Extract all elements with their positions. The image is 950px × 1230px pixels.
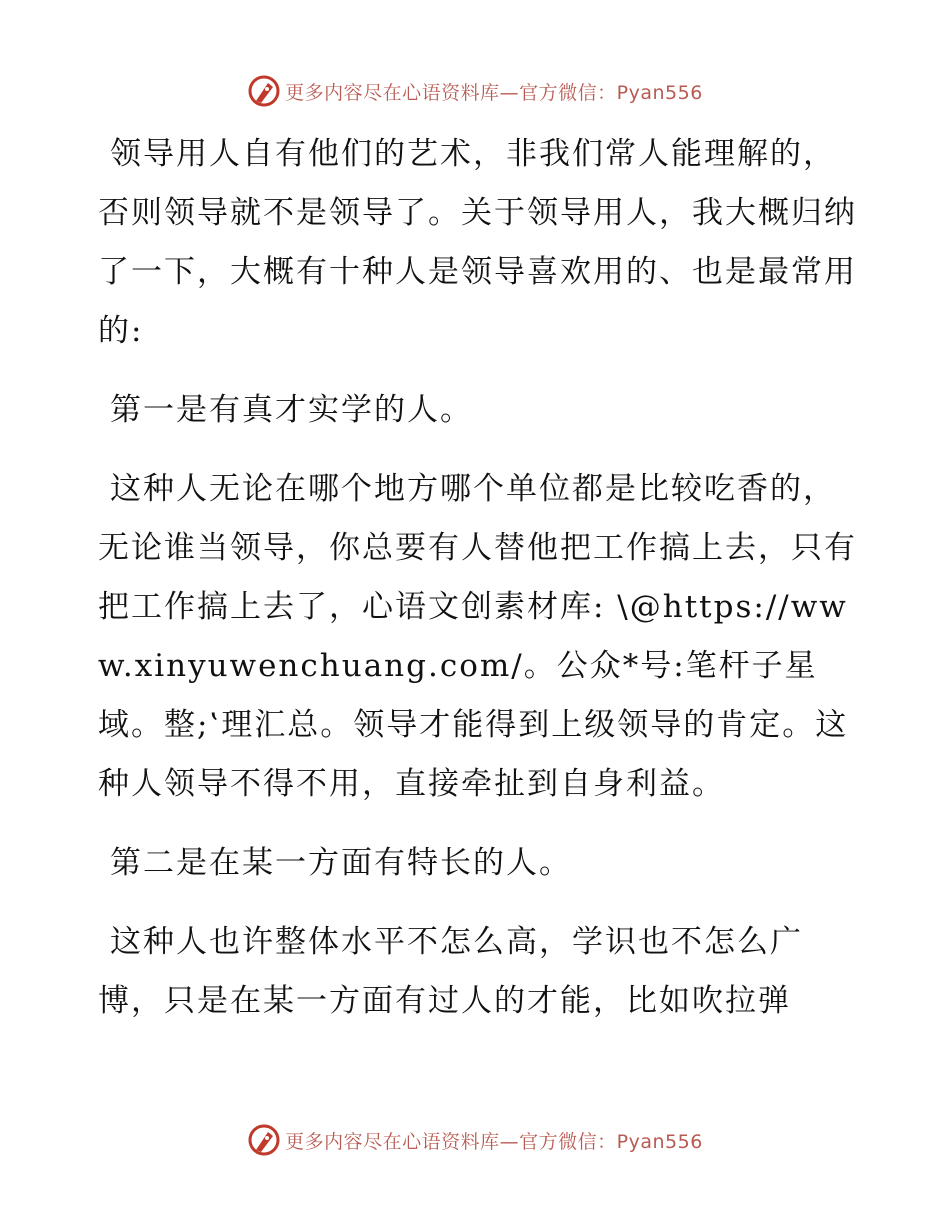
header-banner <box>0 71 950 111</box>
paragraph-detail-1: 这种人无论在哪个地方哪个单位都是比较吃香的，无论谁当领导，你总要有人替他把工作搞上去，只有把工作搞上去了，心语文创素材库: \@https://www.xinyuwenchuang.com/。公众*号:笔杆子星域。整;‛理汇总。领导才能得到上级领导的肯定。这种人领导不得不用，直接牵扯到自身利益。 <box>98 471 857 802</box>
paragraph-heading-1: 第一是有真才实学的人。 <box>110 392 473 428</box>
paragraph-intro: 领导用人自有他们的艺术，非我们常人能理解的，否则领导就不是领导了。关于领导用人，我大概归纳了一下，大概有十种人是领导喜欢用的、也是最常用的: <box>98 136 857 349</box>
footer-banner-text: 更多内容尽在心语资料库—官方微信：Pyan556 <box>285 1130 703 1153</box>
header-banner-text: 更多内容尽在心语资料库—官方微信：Pyan556 <box>285 81 703 104</box>
pen-nib-logo-icon <box>247 74 281 108</box>
paragraph-heading-2: 第二是在某一方面有特长的人。 <box>110 845 572 881</box>
footer-banner <box>0 1120 950 1160</box>
paragraph-detail-2: 这种人也许整体水平不怎么高，学识也不怎么广博，只是在某一方面有过人的才能，比如吹拉弹 <box>98 924 803 1019</box>
pen-nib-logo-icon <box>247 1123 281 1157</box>
document-body <box>98 125 858 1051</box>
